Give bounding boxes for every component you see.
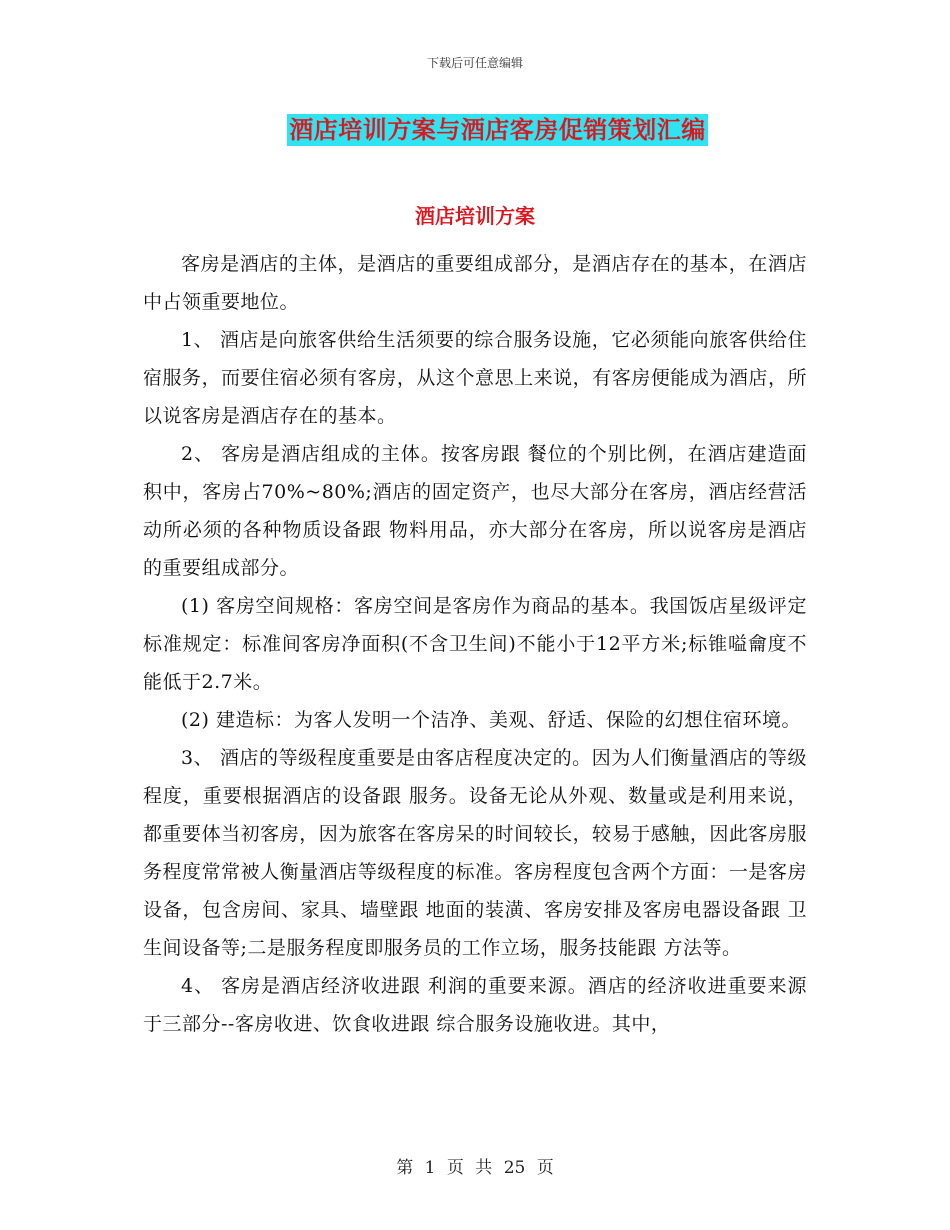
footer-label-pages: 页 [536, 1158, 554, 1178]
header-note: 下载后可任意编辑 [426, 56, 523, 70]
paragraph: 客房是酒店的主体，是酒店的重要组成部分，是酒店存在的基本，在酒店中占领重要地位。 [143, 253, 807, 313]
footer-label-of: 页 [446, 1158, 464, 1178]
body-text [143, 245, 807, 1043]
paragraph: 4、 客房是酒店经济收进跟 利润的重要来源。酒店的经济收进重要来源于三部分--客房收进、饮食收进跟 综合服务设施收进。其中， [143, 975, 807, 1035]
footer-label-page: 第 [396, 1158, 414, 1178]
paragraph: 2、 客房是酒店组成的主体。按客房跟 餐位的个别比例，在酒店建造面积中，客房占70%~80%;酒店的固定资产，也尽大部分在客房，酒店经营活动所必须的各种物质设备跟 物料用品，亦大部分在客房，所以说客房是酒店的重要组成部分。 [143, 443, 807, 579]
section-title: 酒店培训方案 [415, 204, 535, 228]
page-footer [0, 1153, 950, 1178]
paragraph: (1) 客房空间规格：客房空间是客房作为商品的基本。我国饭店星级评定标准规定：标准间客房净面积(不含卫生间)不能小于12平方米;标锥嗌龠度不能低于2.7米。 [143, 595, 807, 693]
footer-page-number: 1 [424, 1158, 436, 1178]
main-title-container [0, 114, 950, 146]
main-title: 酒店培训方案与酒店客房促销策划汇编 [289, 115, 706, 144]
paragraph: 1、 酒店是向旅客供给生活须要的综合服务设施，它必须能向旅客供给住宿服务，而要住宿必须有客房，从这个意思上来说，有客房便能成为酒店，所以说客房是酒店存在的基本。 [143, 329, 807, 427]
footer-total-pages: 25 [503, 1158, 526, 1178]
paragraph: (2) 建造标：为客人发明一个洁净、美观、舒适、保险的幻想住宿环境。 [181, 709, 801, 731]
paragraph: 3、 酒店的等级程度重要是由客店程度决定的。因为人们衡量酒店的等级程度，重要根据酒店的设备跟 服务。设备无论从外观、数量或是利用来说，都重要体当初客房，因为旅客在客房呆的时间较长，较易于感触，因此客房服务程度常常被人衡量酒店等级程度的标准。客房程度包含两个方面：一是客房设备，包含房间、家具、墙壁跟 地面的装潢、客房安排及客房电器设备跟 卫生间设备等;二是服务程度即服务员的工作立场，服务技能跟 方法等。 [143, 747, 807, 959]
footer-label-total: 共 [475, 1158, 493, 1178]
